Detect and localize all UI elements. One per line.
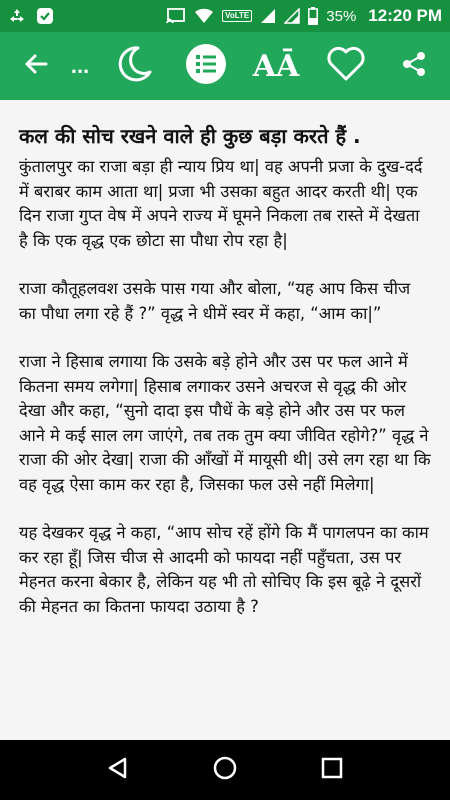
- nav-recents-button[interactable]: [312, 750, 352, 790]
- article-paragraph: यह देखकर वृद्ध ने कहा, “आप सोच रहें होंगे कि मैं पागलपन का काम कर रहा हूँ| जिस चीज से आदमी को फायदा नहीं पहुँचता, उस पर मेहनत करना बेकार है, लेकिन यह भी तो सोचिए कि इस बूढ़े ने दूसरों की मेहनत का कितना फायदा उठाया है ?: [19, 523, 429, 616]
- status-indicators: [166, 6, 442, 26]
- article-paragraph: राजा ने हिसाब लगाया कि उसके बड़े होने और उस पर फल आने में कितना समय लगेगा| हिसाब लगाकर उसने अचरज से वृद्ध की ओर देखा और कहा, “सुनो दादा इस पौधें के बड़े होने और उस पर फल आने मे कई साल लग जाएंगे, तब तक तुम क्या जीवित रहोगे?” वृद्ध ने राजा की ओर देखा| राजा की आँखों में मायूसी थी| उसे लग रहा था कि वह वृद्ध ऐसा काम कर रहा है, जिसका फल उसे नहीं मिलेगा|: [19, 352, 431, 494]
- share-icon: [401, 51, 427, 81]
- night-mode-moon-icon: [114, 44, 154, 88]
- favorite-heart-icon: [326, 46, 366, 86]
- night-mode-button[interactable]: [108, 32, 160, 100]
- status-notifications: [8, 7, 54, 25]
- article-paragraph: राजा कौतूहलवश उसके पास गया और बोला, “यह आप किस चीज का पौधा लगा रहे हैं ?” वृद्ध ने धीमें स्वर में कहा, “आम का|”: [19, 279, 411, 323]
- favorite-button[interactable]: [320, 32, 372, 100]
- signal-icon-2: [284, 8, 300, 24]
- recycle-icon: [8, 7, 26, 25]
- font-size-button[interactable]: [248, 32, 304, 100]
- share-button[interactable]: [392, 32, 436, 100]
- article-content[interactable]: [0, 100, 450, 740]
- battery-icon: [308, 7, 318, 25]
- app-toolbar: [0, 32, 450, 100]
- nav-home-button[interactable]: [205, 750, 245, 790]
- home-circle-icon: [212, 755, 238, 785]
- overflow-label: ...: [70, 53, 90, 78]
- chapter-list-icon: [185, 43, 227, 89]
- nav-back-button[interactable]: [98, 750, 138, 790]
- clock: 12:20 PM: [368, 6, 442, 25]
- wifi-icon: [194, 8, 214, 24]
- back-arrow-icon: [22, 50, 50, 82]
- status-bar: [0, 0, 450, 32]
- font-size-icon: AĀ: [252, 48, 300, 84]
- back-triangle-icon: [106, 756, 130, 784]
- system-navigation-bar: [0, 740, 450, 800]
- article-title: कल की सोच रखने वाले ही कुछ बड़ा करते हैं .: [19, 124, 361, 148]
- signal-icon-1: [260, 8, 276, 24]
- back-button[interactable]: [14, 32, 58, 100]
- chapter-list-button[interactable]: [180, 32, 232, 100]
- article-paragraph: कुंतालपुर का राजा बड़ा ही न्याय प्रिय था| वह अपनी प्रजा के दुख-दर्द में बराबर काम आता था| प्रजा भी उसका बहुत आदर करती थी| एक दिन राजा गुप्त वेष में अपने राज्य में घूमने निकला तब रास्ते में देखता है कि एक वृद्ध एक छोटा सा पौधा रोप रहा है|: [19, 157, 423, 250]
- app-notification-icon: [36, 7, 54, 25]
- recents-square-icon: [321, 757, 343, 783]
- battery-percent: 35%: [326, 7, 357, 25]
- volte-badge: VoLTE: [222, 10, 252, 22]
- cast-icon: [166, 8, 186, 24]
